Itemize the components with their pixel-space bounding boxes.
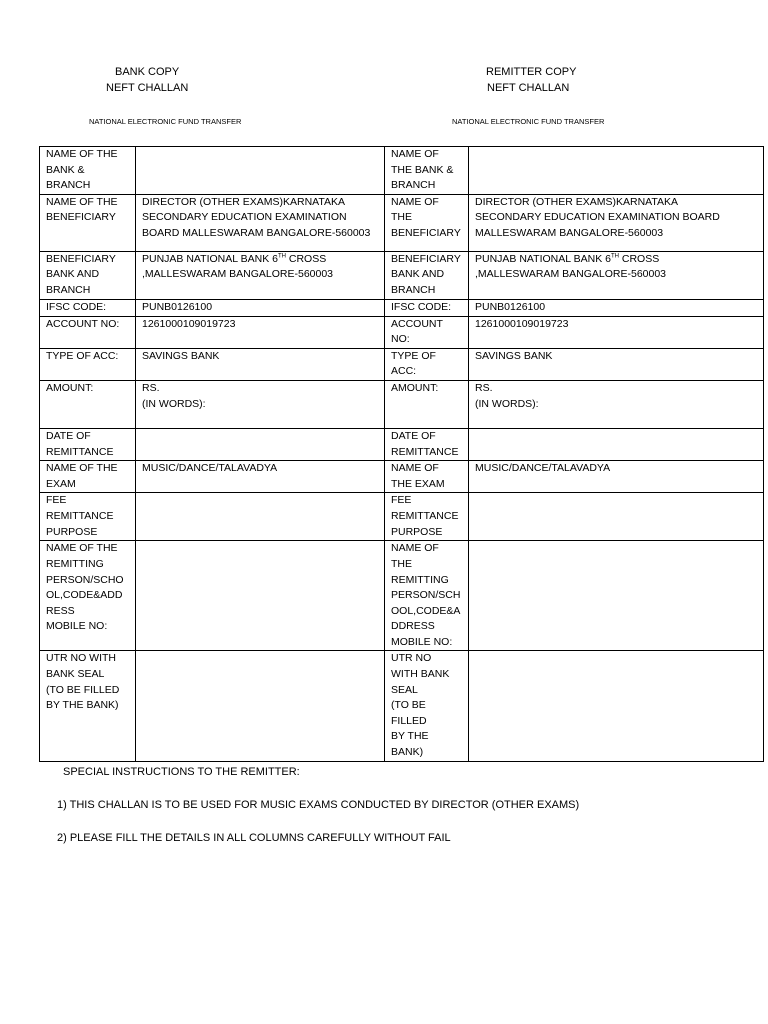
bank-name-field[interactable]	[136, 147, 385, 195]
remitter-details-label: NAME OF THE REMITTING PERSON/SCH OOL,CODE&A DDRESS MOBILE NO:	[385, 541, 469, 651]
fee-purpose-field[interactable]	[469, 493, 764, 541]
beneficiary-bank-label: BENEFICIARY BANK AND BRANCH	[40, 251, 136, 299]
remittance-date-field[interactable]	[469, 428, 764, 460]
remitter-copy-header	[486, 64, 576, 96]
amount-field[interactable]: RS. (IN WORDS):	[136, 380, 385, 428]
exam-name-value: MUSIC/DANCE/TALAVADYA	[136, 461, 385, 493]
remitter-copy-subtitle: NATIONAL ELECTRONIC FUND TRANSFER	[452, 117, 605, 126]
beneficiary-bank-label: BENEFICIARY BANK AND BRANCH	[385, 251, 469, 299]
account-type-label: TYPE OF ACC:	[40, 348, 136, 380]
instruction-item: 2) PLEASE FILL THE DETAILS IN ALL COLUMNS CAREFULLY WITHOUT FAIL	[57, 832, 451, 844]
beneficiary-bank-text: PUNJAB NATIONAL BANK 6	[142, 252, 278, 265]
ifsc-label: IFSC CODE:	[385, 299, 469, 316]
beneficiary-bank-text: PUNJAB NATIONAL BANK 6	[475, 252, 611, 265]
table-row	[40, 461, 764, 493]
bank-copy-title: BANK COPY	[115, 66, 180, 78]
beneficiary-bank-text-rest: CROSS ,MALLESWARAM BANGALORE-560003	[142, 252, 334, 281]
beneficiary-name-value: DIRECTOR (OTHER EXAMS)KARNATAKA SECONDARY EDUCATION EXAMINATION BOARD MALLESWARAM BANGALORE-560003	[469, 194, 764, 251]
bank-name-label: NAME OF THE BANK & BRANCH	[40, 147, 136, 195]
table-row	[40, 194, 764, 251]
ordinal-suffix: TH	[277, 253, 286, 260]
remittance-date-label: DATE OF REMITTANCE	[385, 428, 469, 460]
bank-copy-challan-title: NEFT CHALLAN	[106, 82, 189, 94]
instruction-item: 1) THIS CHALLAN IS TO BE USED FOR MUSIC EXAMS CONDUCTED BY DIRECTOR (OTHER EXAMS)	[57, 799, 580, 811]
beneficiary-bank-value	[136, 251, 385, 299]
table-row	[40, 299, 764, 316]
table-row	[40, 348, 764, 380]
table-row	[40, 493, 764, 541]
ordinal-suffix: TH	[610, 253, 619, 260]
account-type-value: SAVINGS BANK	[469, 348, 764, 380]
utr-field[interactable]	[136, 651, 385, 761]
ifsc-value: PUNB0126100	[469, 299, 764, 316]
ifsc-label: IFSC CODE:	[40, 299, 136, 316]
account-value: 1261000109019723	[469, 316, 764, 348]
remitter-details-field[interactable]	[136, 541, 385, 651]
remitter-copy-challan-title: NEFT CHALLAN	[487, 82, 570, 94]
amount-field[interactable]: RS. (IN WORDS):	[469, 380, 764, 428]
utr-label: UTR NO WITH BANK SEAL (TO BE FILLED BY THE BANK)	[385, 651, 469, 761]
beneficiary-name-label: NAME OF THE BENEFICIARY	[385, 194, 469, 251]
bank-name-field[interactable]	[469, 147, 764, 195]
challan-table	[39, 146, 764, 762]
beneficiary-name-label: NAME OF THE BENEFICIARY	[40, 194, 136, 251]
bank-copy-header	[106, 64, 188, 96]
exam-name-label: NAME OF THE EXAM	[385, 461, 469, 493]
table-row	[40, 428, 764, 460]
table-row	[40, 541, 764, 651]
fee-purpose-label: FEE REMITTANCE PURPOSE	[40, 493, 136, 541]
ifsc-value: PUNB0126100	[136, 299, 385, 316]
fee-purpose-label: FEE REMITTANCE PURPOSE	[385, 493, 469, 541]
table-row	[40, 147, 764, 195]
bank-copy-subtitle: NATIONAL ELECTRONIC FUND TRANSFER	[89, 117, 242, 126]
account-type-label: TYPE OF ACC:	[385, 348, 469, 380]
exam-name-value: MUSIC/DANCE/TALAVADYA	[469, 461, 764, 493]
table-row	[40, 380, 764, 428]
exam-name-label: NAME OF THE EXAM	[40, 461, 136, 493]
beneficiary-name-value: DIRECTOR (OTHER EXAMS)KARNATAKA SECONDARY EDUCATION EXAMINATION BOARD MALLESWARAM BANGALORE-560003	[136, 194, 385, 251]
table-row	[40, 251, 764, 299]
remitter-copy-title: REMITTER COPY	[486, 66, 577, 78]
account-type-value: SAVINGS BANK	[136, 348, 385, 380]
table-row	[40, 651, 764, 761]
utr-field[interactable]	[469, 651, 764, 761]
account-value: 1261000109019723	[136, 316, 385, 348]
remittance-date-label: DATE OF REMITTANCE	[40, 428, 136, 460]
table-row	[40, 316, 764, 348]
bank-name-label: NAME OF THE BANK & BRANCH	[385, 147, 469, 195]
amount-label: AMOUNT:	[385, 380, 469, 428]
remittance-date-field[interactable]	[136, 428, 385, 460]
beneficiary-bank-text-rest: CROSS ,MALLESWARAM BANGALORE-560003	[475, 252, 667, 281]
fee-purpose-field[interactable]	[136, 493, 385, 541]
beneficiary-bank-value	[469, 251, 764, 299]
remitter-details-label: NAME OF THE REMITTING PERSON/SCHO OL,CODE&ADD RESS MOBILE NO:	[40, 541, 136, 651]
instructions-title: SPECIAL INSTRUCTIONS TO THE REMITTER:	[63, 766, 300, 778]
remitter-details-field[interactable]	[469, 541, 764, 651]
account-label: ACCOUNT NO:	[40, 316, 136, 348]
account-label: ACCOUNT NO:	[385, 316, 469, 348]
utr-label: UTR NO WITH BANK SEAL (TO BE FILLED BY THE BANK)	[40, 651, 136, 761]
amount-label: AMOUNT:	[40, 380, 136, 428]
